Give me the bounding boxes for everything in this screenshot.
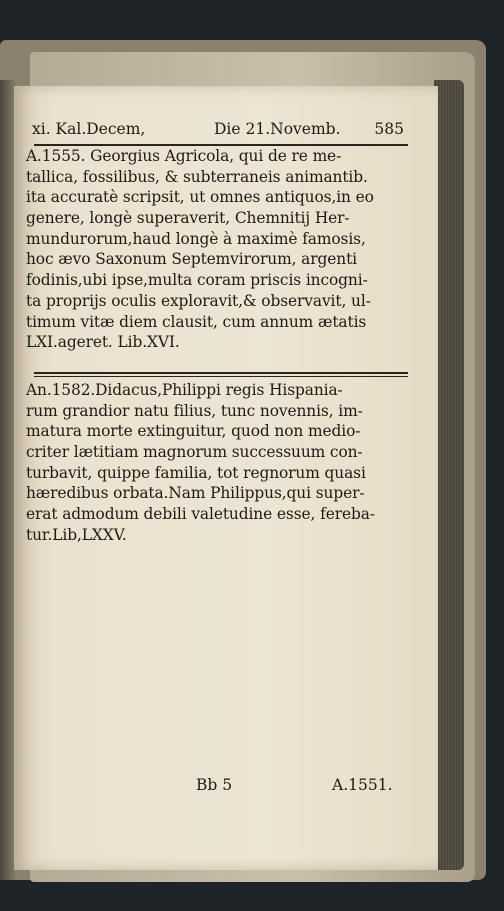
- page-number: 585: [374, 120, 404, 138]
- text-line: hæredibus orbata.Nam Philippus,qui super-: [26, 484, 365, 503]
- text-line: hoc ævo Saxonum Septemvirorum, argenti: [26, 250, 357, 269]
- text-line: fodinis,ubi ipse,multa coram priscis incogni-: [26, 271, 368, 290]
- text-line: turbavit, quippe familia, tot regnorum quasi: [26, 463, 366, 482]
- text-line: tur.Lib,LXXV.: [26, 525, 127, 544]
- page-fore-edge: [434, 80, 464, 870]
- text-line: rum grandior natu filius, tunc novennis, im-: [26, 401, 363, 420]
- text-line: matura morte extinguitur, quod non medio-: [26, 422, 361, 441]
- text-line: tallica, fossilibus, & subterraneis animantib.: [26, 167, 368, 186]
- text-line: ita accuratè scripsit, ut omnes antiquos,in eo: [26, 188, 374, 207]
- header-date-middle: Die 21.Novemb.: [214, 120, 341, 138]
- running-header: [32, 120, 404, 142]
- text-line: mundurorum,haud longè à maximè famosis,: [26, 229, 366, 248]
- text-line: erat admodum debili valetudine esse, fereba-: [26, 505, 375, 524]
- entry-didacus: [26, 380, 418, 546]
- text-line: An.1582.Didacus,Philippi regis Hispania-: [26, 381, 343, 399]
- text-line: ta proprijs oculis exploravit,& observavit, ul-: [26, 291, 371, 310]
- text-line: criter lætitiam magnorum successuum con-: [26, 443, 363, 462]
- entry-agricola: [26, 146, 418, 353]
- header-date-left: xi. Kal.Decem,: [32, 120, 146, 138]
- section-divider-thin: [34, 376, 408, 377]
- book-page: [14, 86, 438, 870]
- text-line: LXI.ageret. Lib.XVI.: [26, 333, 180, 352]
- signature-mark: Bb 5: [196, 776, 233, 794]
- text-line: timum vitæ diem clausit, cum annum ætatis: [26, 312, 367, 331]
- section-divider: [34, 372, 408, 374]
- text-line: A.1555. Georgius Agricola, qui de re me-: [26, 147, 342, 165]
- catchword: A.1551.: [332, 776, 393, 794]
- text-line: genere, longè superaverit, Chemnitij Her-: [26, 209, 350, 228]
